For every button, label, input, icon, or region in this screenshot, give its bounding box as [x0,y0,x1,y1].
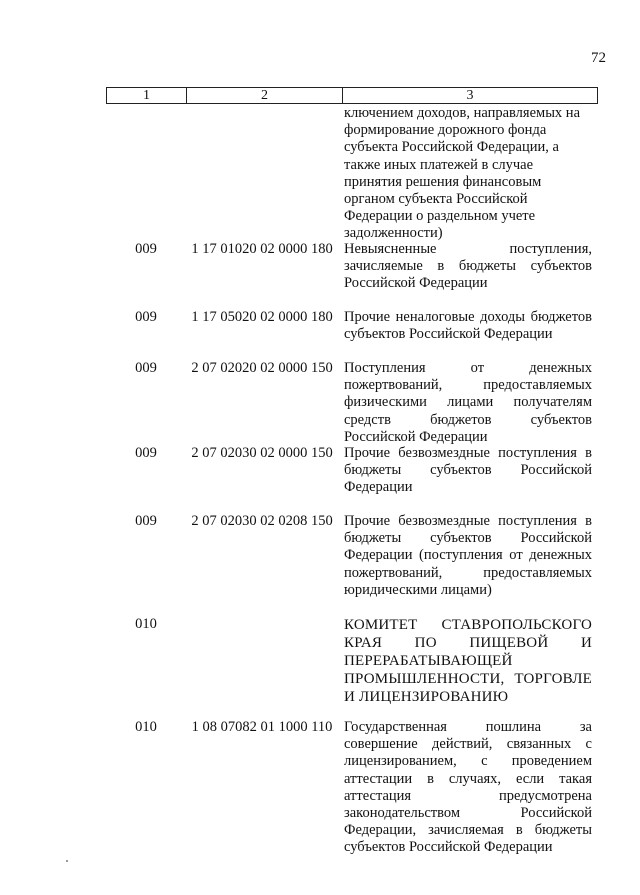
row-admin-code: 009 [135,513,157,529]
row-admin-code: 009 [135,241,157,257]
row-description: Прочие безвозмездные поступления в бюджеты субъектов Российской Федерации (поступления от денежных пожертвований, предоставляемых юридическими лицами) [344,513,592,598]
row-description: Поступления от денежных пожертвований, предоставляемых физическими лицами получателям средств бюджетов субъектов Российской Федерации [344,360,592,445]
row-description: ключением доходов, направляемых на формирование дорожного фонда субъекта Российской Федерации, а также иных платежей в случае принятия решения финансовым органом субъекта Российской Федерации о раздельном учете задолженности) [344,105,581,242]
row-admin-code: 009 [135,309,157,325]
row-admin-code: 009 [135,360,157,376]
row-admin-code: 010 [135,616,157,632]
row-kbk-code: 2 07 02030 02 0208 150 [191,513,333,529]
row-kbk-code: 1 08 07082 01 1000 110 [191,719,333,735]
row-description: Прочие безвозмездные поступления в бюджеты субъектов Российской Федерации [344,445,592,496]
row-kbk-code: 2 07 02020 02 0000 150 [191,360,333,376]
page-number: 72 [591,50,606,66]
row-description: Государственная пошлина за совершение действий, связанных с лицензированием, с проведением аттестации в случаях, если такая аттестация предусмотрена законодательством Российской Федерации, зачисляемая в бюджеты субъектов Российской Федерации [344,719,592,856]
row-admin-code: 010 [135,719,157,735]
header-col-2: 2 [187,88,343,103]
scan-speck [66,860,68,862]
header-col-1: 1 [107,88,187,103]
row-admin-code: 009 [135,445,157,461]
row-description: Невыясненные поступления, зачисляемые в бюджеты субъектов Российской Федерации [344,241,592,292]
section-heading: КОМИТЕТ СТАВРОПОЛЬСКОГО КРАЯ ПО ПИЩЕВОЙ И ПЕРЕРАБАТЫВАЮЩЕЙ ПРОМЫШЛЕННОСТИ, ТОРГОВЛЕ И ЛИЦЕНЗИРОВАНИЮ [344,617,592,705]
row-kbk-code: 1 17 05020 02 0000 180 [191,309,333,325]
header-col-3: 3 [466,88,474,103]
row-description: Прочие неналоговые доходы бюджетов субъектов Российской Федерации [344,309,592,343]
table-header [106,87,598,104]
row-kbk-code: 1 17 01020 02 0000 180 [191,241,333,257]
row-kbk-code: 2 07 02030 02 0000 150 [191,445,333,461]
